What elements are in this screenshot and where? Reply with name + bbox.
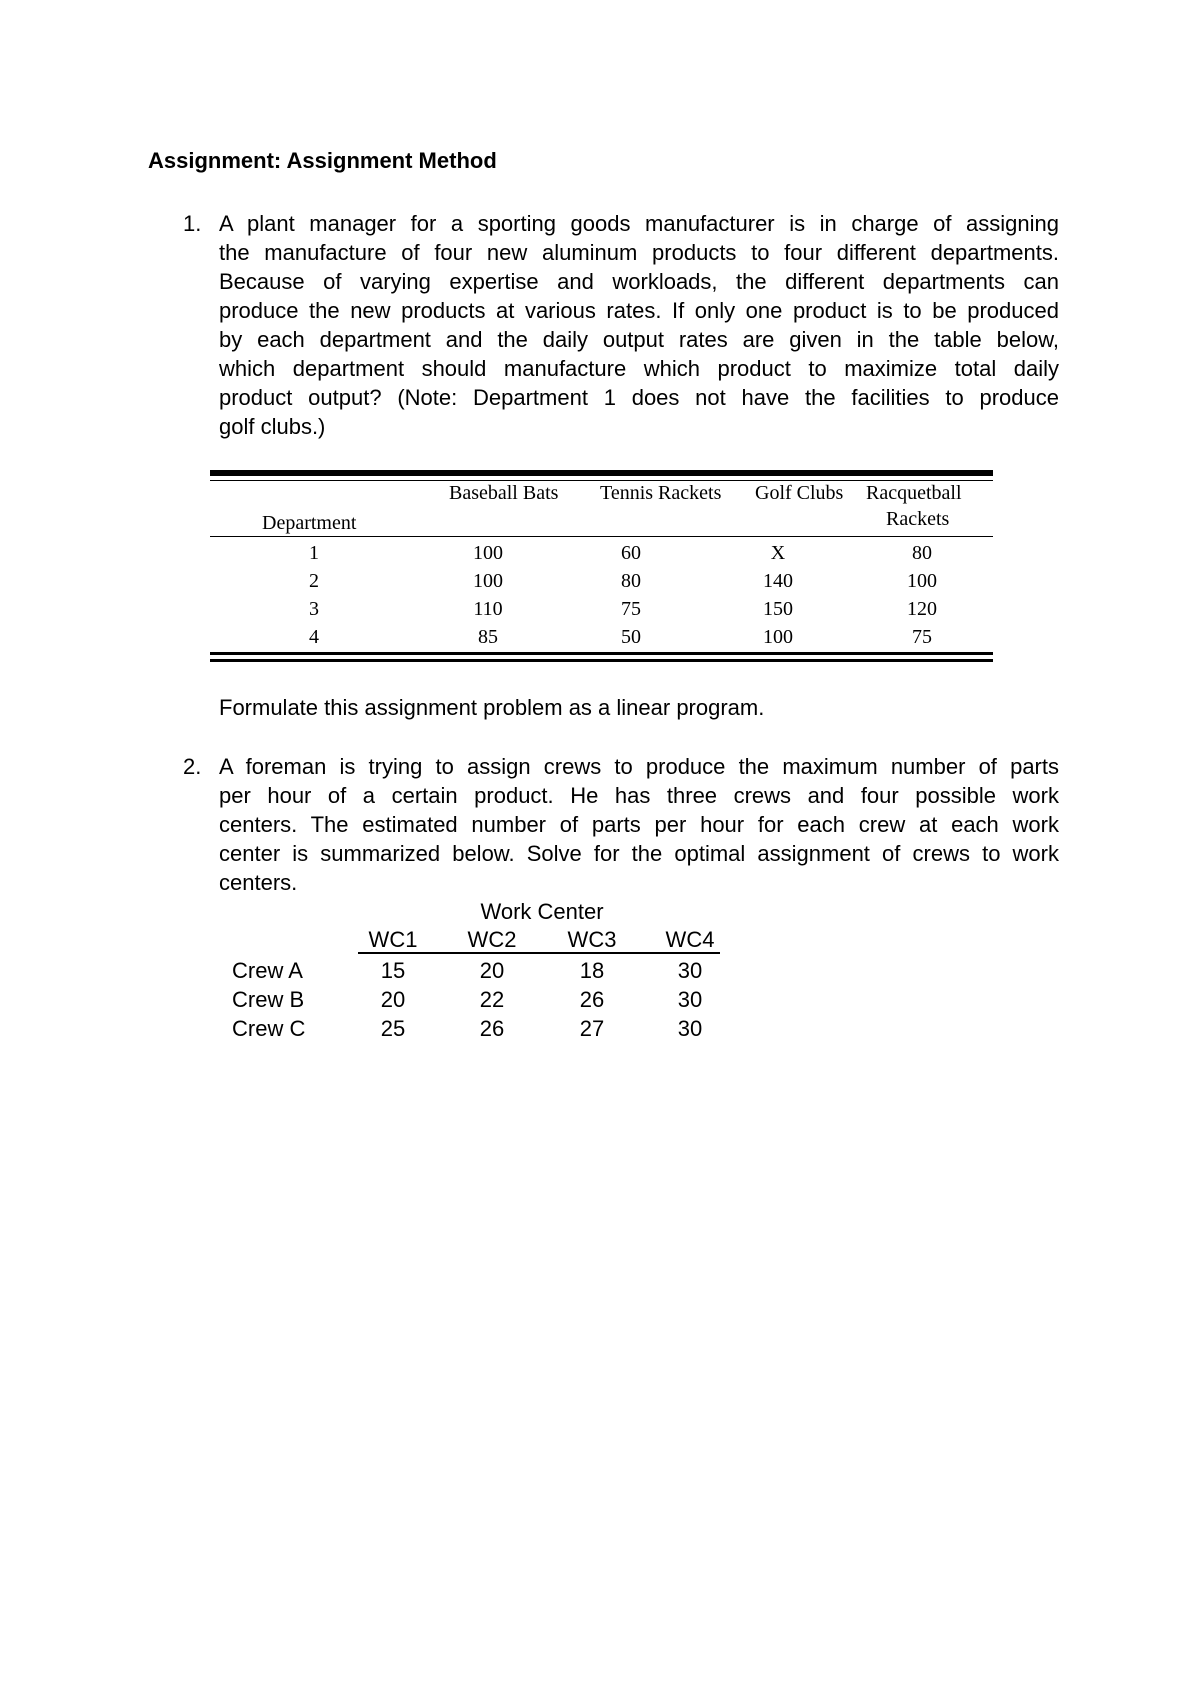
table-cell: 85 [478,626,498,648]
table-cell: 25 [380,1016,406,1041]
column-header-tennis-rackets: Tennis Rackets [600,482,722,504]
question-1-line: by each department and the daily output rates are given in the table below, [219,327,1059,352]
header-underline [358,952,720,954]
row-label-crew-a: Crew A [232,958,303,983]
table-cell: 2 [309,570,319,592]
page-title: Assignment: Assignment Method [148,148,497,173]
table-cell: 20 [380,987,406,1012]
question-1-line: produce the new products at various rates. If only one product is to be produced [219,298,1059,323]
table-cell: 30 [677,1016,703,1041]
table-cell: X [770,542,786,564]
group-header-work-center: Work Center [480,899,604,924]
question-1-line: the manufacture of four new aluminum products to four different departments. [219,240,1059,265]
question-2-number: 2. [183,754,202,779]
row-label-crew-c: Crew C [232,1016,306,1041]
table-cell: 80 [621,570,641,592]
question-2-line: per hour of a certain product. He has three crews and four possible work [219,783,1059,808]
table-cell: 30 [677,958,703,983]
table-cell: 22 [479,987,505,1012]
table-cell: 4 [309,626,319,648]
table-cell: 75 [621,598,641,620]
table-cell: 18 [579,958,605,983]
column-header-golf-clubs: Golf Clubs [755,482,844,504]
question-2-line: centers. The estimated number of parts per hour for each crew at each work [219,812,1059,837]
question-1-line: A plant manager for a sporting goods manufacturer is in charge of assigning [219,211,1059,236]
question-1-followup: Formulate this assignment problem as a linear program. [219,695,765,720]
table-cell: 26 [479,1016,505,1041]
column-header-wc1: WC1 [368,927,418,952]
table-cell: 3 [309,598,319,620]
question-1-line: product output? (Note: Department 1 does not have the facilities to produce [219,385,1059,410]
question-1-line: which department should manufacture which product to maximize total daily [219,356,1059,381]
row-header-department: Department [262,512,357,534]
table-cell: 27 [579,1016,605,1041]
question-1-number: 1. [183,211,202,236]
table-cell: 80 [912,542,932,564]
column-header-baseball-bats: Baseball Bats [449,482,559,504]
table-cell: 50 [621,626,641,648]
table-cell: 100 [473,542,503,564]
column-header-wc3: WC3 [567,927,617,952]
question-1-line: golf clubs.) [219,414,326,439]
question-2-line: centers. [219,870,298,895]
table-cell: 140 [763,570,793,592]
table-cell: 60 [621,542,641,564]
table-cell: 20 [479,958,505,983]
column-header-racquetball: Racquetball [866,482,962,504]
table-cell: 15 [380,958,406,983]
table-cell: 150 [763,598,793,620]
question-2-line: A foreman is trying to assign crews to produce the maximum number of parts [219,754,1059,779]
row-label-crew-b: Crew B [232,987,305,1012]
table-cell: 100 [473,570,503,592]
table-cell: 26 [579,987,605,1012]
column-header-wc4: WC4 [665,927,715,952]
table-cell: 75 [912,626,932,648]
table-cell: 120 [907,598,937,620]
table-cell: 100 [763,626,793,648]
table-cell: 30 [677,987,703,1012]
table-cell: 110 [473,598,503,620]
question-2-line: center is summarized below. Solve for the optimal assignment of crews to work [219,841,1059,866]
column-header-rackets: Rackets [886,508,950,530]
question-1-line: Because of varying expertise and workloads, the different departments can [219,269,1059,294]
table-cell: 100 [907,570,937,592]
column-header-wc2: WC2 [467,927,517,952]
table-cell: 1 [309,542,319,564]
